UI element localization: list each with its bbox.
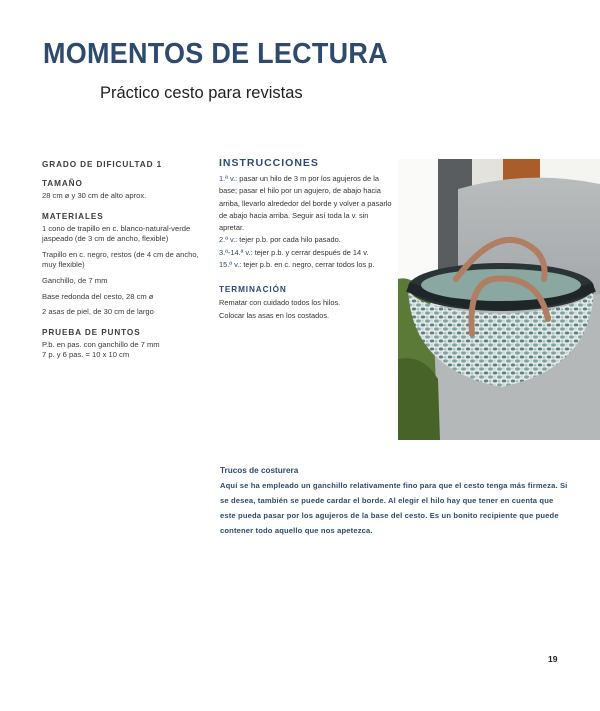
basket-photo: [398, 159, 600, 440]
size-label: TAMAÑO: [42, 179, 83, 188]
gauge-line: P.b. en pas. con ganchillo de 7 mm: [42, 339, 160, 349]
instructions-column: [219, 157, 394, 322]
instructions-heading: INSTRUCCIONES: [219, 157, 319, 169]
material-item: Ganchillo, de 7 mm: [42, 275, 108, 285]
material-item: Base redonda del cesto, 28 cm ø: [42, 291, 154, 301]
size-value: 28 cm ø y 30 cm de alto aprox.: [42, 191, 147, 200]
page-number: 19: [548, 654, 558, 664]
instruction-step: [219, 247, 394, 259]
gauge-label: PRUEBA DE PUNTOS: [42, 327, 141, 337]
step-number: 15.ª v.:: [219, 260, 242, 270]
gauge-line: 7 p. y 6 pas. = 10 x 10 cm: [42, 350, 130, 360]
page-title: MOMENTOS DE LECTURA: [43, 38, 388, 70]
page-subtitle: Práctico cesto para revistas: [100, 84, 303, 102]
step-number: 3.ª-14.ª v.:: [219, 247, 253, 257]
material-item: 1 cono de trapillo en c. blanco-natural-verde jaspeado (de 3 cm de ancho, flexible): [42, 223, 191, 244]
difficulty-label: GRADO DE DIFICULTAD 1: [42, 160, 163, 169]
finish-line: Colocar las asas en los costados.: [219, 310, 330, 320]
step-text: tejer p.b. en c. negro, cerrar todos los p.: [241, 260, 375, 270]
step-number: 2.ª v.:: [219, 235, 238, 245]
tips-body: Aquí se ha empleado un ganchillo relativamente fino para que el cesto tenga más firmeza. Si se desea, también se puede cardar el borde. Al elegir el hilo hay que tener en cuenta que este pueda pasar por los agujeros de la base del cesto. Es un bonito recipiente que puede contener todo aquello que nos apetezca.: [220, 481, 568, 535]
step-text: pasar un hilo de 3 m por los agujeros de la base; pasar el hilo por un agujero, de abajo hacia arriba, llevarlo alrededor del borde y volver a pasarlo de abajo hacia arriba. Seguir así toda la v. sin apretar.: [219, 174, 392, 233]
instruction-step: [219, 259, 394, 271]
basket-illustration: [398, 159, 600, 440]
material-item: 2 asas de piel, de 30 cm de largo: [42, 307, 154, 317]
step-number: 1.ª v.:: [219, 174, 238, 183]
materials-label: MATERIALES: [42, 211, 104, 221]
tips-box: [220, 466, 570, 538]
specs-column: [42, 160, 202, 371]
instruction-step: [219, 173, 394, 234]
step-text: tejer p.b. y cerrar después de 14 v.: [252, 247, 369, 257]
step-text: tejer p.b. por cada hilo pasado.: [237, 235, 341, 245]
finish-heading: TERMINACIÓN: [219, 285, 287, 295]
instruction-step: [219, 234, 394, 246]
tips-heading: Trucos de costurera: [220, 466, 299, 475]
finish-line: Rematar con cuidado todos los hilos.: [219, 298, 341, 308]
material-item: Trapillo en c. negro, restos (de 4 cm de ancho, muy flexible): [42, 249, 199, 270]
